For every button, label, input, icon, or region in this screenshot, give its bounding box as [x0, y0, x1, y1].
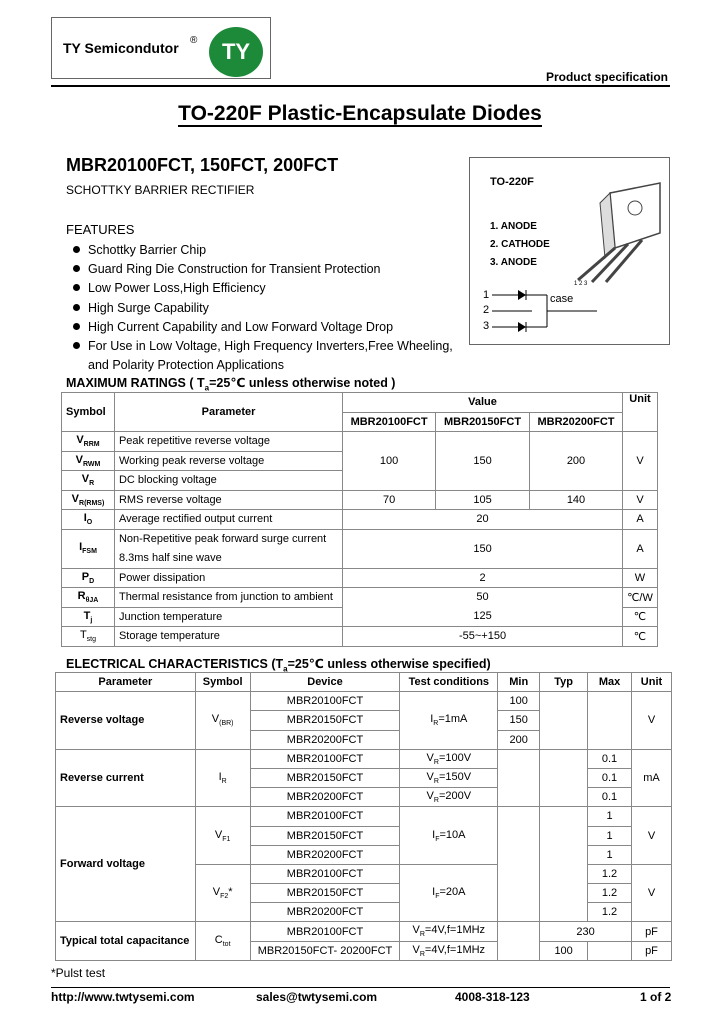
header-parameter: Parameter	[114, 393, 342, 432]
symbol-cell: $C_{tot}$	[195, 922, 250, 960]
pin-number: 1	[483, 289, 490, 301]
test-cell: $I_F=20A$	[400, 864, 498, 922]
email-link[interactable]: sales@twtysemi.com	[256, 990, 378, 1004]
header-divider	[51, 85, 670, 87]
symbol-cell: $P_D$	[62, 568, 115, 588]
pin-label: 1. ANODE	[490, 221, 537, 232]
device-cell: MBR20150FCT	[250, 768, 400, 787]
min-cell	[498, 807, 540, 922]
header-unit: Unit	[622, 393, 657, 432]
unit-cell: pF	[631, 941, 671, 960]
value-cell: 70	[343, 490, 436, 510]
device-subtitle: SCHOTTKY BARRIER RECTIFIER	[66, 183, 255, 197]
device-cell: MBR20100FCT	[250, 749, 400, 768]
max-cell: 0.1	[588, 788, 632, 807]
parameter-cell: DC blocking voltage	[114, 471, 342, 491]
max-cell: 1	[588, 845, 632, 864]
symbol-cell: $I_{FSM}$	[62, 529, 115, 568]
parameter-cell: Power dissipation	[114, 568, 342, 588]
parameter-cell: Forward voltage	[56, 807, 196, 922]
feature-item: For Use in Low Voltage, High Frequency Inverters,Free Wheeling,	[73, 339, 453, 353]
page-number: 1 of 2	[640, 990, 672, 1004]
feature-item: Guard Ring Die Construction for Transient Protection	[73, 262, 381, 276]
test-cell: $I_F=10A$	[400, 807, 498, 865]
schematic-diagram	[492, 286, 602, 334]
pin-tags: 1 2 3	[574, 281, 588, 287]
parameter-cell: Junction temperature	[114, 607, 342, 627]
device-cell: MBR20200FCT	[250, 903, 400, 922]
max-cell: 0.1	[588, 749, 632, 768]
value-cell: 20	[343, 510, 623, 530]
max-cell	[588, 692, 632, 750]
typ-cell	[540, 692, 588, 750]
max-cell: 1.2	[588, 864, 632, 883]
company-name: TY Semicondutor	[63, 40, 179, 56]
typ-cell	[540, 749, 588, 807]
min-cell: 100	[498, 692, 540, 711]
parameter-cell: Average rectified output current	[114, 510, 342, 530]
typ-cell	[540, 807, 588, 922]
device-cell: MBR20150FCT	[250, 884, 400, 903]
feature-item: Schottky Barrier Chip	[73, 243, 206, 257]
device-cell: MBR20100FCT	[250, 864, 400, 883]
parameter-cell: RMS reverse voltage	[114, 490, 342, 510]
header-symbol: Symbol	[62, 393, 115, 432]
electrical-characteristics-title: ELECTRICAL CHARACTERISTICS ($T_a=25℃$ unless otherwise specified)	[66, 657, 491, 674]
parameter-cell: Reverse current	[56, 749, 196, 807]
device-cell: MBR20200FCT	[250, 845, 400, 864]
parameter-cell: Non-Repetitive peak forward surge current 8.3ms half sine wave	[114, 529, 342, 568]
header-max: Max	[588, 673, 632, 692]
device-cell: MBR20100FCT	[250, 922, 400, 941]
parameter-cell: Reverse voltage	[56, 692, 196, 750]
unit-cell: mA	[631, 749, 671, 807]
test-cell: $V_R=200V$	[400, 788, 498, 807]
value-cell: 140	[530, 490, 623, 510]
unit-cell: A	[622, 510, 657, 530]
electrical-characteristics-table	[55, 672, 672, 961]
symbol-cell: $V_{RWM}$	[62, 451, 115, 471]
unit-cell: V	[622, 490, 657, 510]
feature-item-continued: and Polarity Protection Applications	[88, 358, 284, 372]
features-heading: FEATURES	[66, 222, 135, 237]
value-cell: 100	[343, 432, 436, 491]
unit-cell: V	[622, 432, 657, 491]
parameter-cell: Thermal resistance from junction to ambient	[114, 588, 342, 608]
symbol-cell: $V_{R(RMS)}$	[62, 490, 115, 510]
max-cell: 1	[588, 826, 632, 845]
symbol-cell: $V_R$	[62, 471, 115, 491]
pin-label: 2. CATHODE	[490, 239, 550, 250]
max-ratings-title: MAXIMUM RATINGS ( $T_a=25℃$ unless otherwise noted )	[66, 376, 396, 393]
unit-cell: V	[631, 864, 671, 922]
company-logo: TY	[209, 27, 263, 77]
max-ratings-table	[61, 392, 658, 647]
feature-item: Low Power Loss,High Efficiency	[73, 281, 266, 295]
symbol-cell: $T_j$	[62, 607, 115, 627]
unit-cell: ℃/W	[622, 588, 657, 608]
max-cell	[588, 941, 632, 960]
test-cell: $V_R=4V,f=1MHz$	[400, 941, 498, 960]
package-box	[469, 157, 670, 345]
header-typ: Typ	[540, 673, 588, 692]
footnote: *Pulst test	[51, 966, 106, 980]
value-cell: 50 125	[343, 588, 623, 627]
header-parameter: Parameter	[56, 673, 196, 692]
min-cell	[498, 749, 540, 807]
device-cell: MBR20100FCT	[250, 692, 400, 711]
parameter-cell: Typical total capacitance	[56, 922, 196, 960]
max-cell: 1	[588, 807, 632, 826]
document-title: TO-220F Plastic-Encapsulate Diodes	[178, 102, 542, 125]
max-cell: 0.1	[588, 768, 632, 787]
symbol-cell: $T_{stg}$	[62, 627, 115, 647]
symbol-cell: $V_{F2}*$	[195, 864, 250, 922]
value-cell: 150	[436, 432, 530, 491]
test-cell: $V_R=100V$	[400, 749, 498, 768]
footer-divider	[51, 987, 670, 988]
pin-label: 3. ANODE	[490, 257, 537, 268]
value-cell: -55~+150	[343, 627, 623, 647]
device-cell: MBR20200FCT	[250, 788, 400, 807]
header-test-conditions: Test conditions	[400, 673, 498, 692]
header-symbol: Symbol	[195, 673, 250, 692]
symbol-cell: $V_{(BR)}$	[195, 692, 250, 750]
typ-cell: 230	[540, 922, 632, 941]
device-cell: MBR20200FCT	[250, 730, 400, 749]
phone-number: 4008-318-123	[455, 990, 530, 1004]
max-cell: 1.2	[588, 884, 632, 903]
unit-cell: V	[631, 807, 671, 865]
symbol-cell: $I_O$	[62, 510, 115, 530]
header-unit: Unit	[631, 673, 671, 692]
min-cell	[498, 922, 540, 960]
header-min: Min	[498, 673, 540, 692]
header-device: Device	[250, 673, 400, 692]
test-cell: $V_R=150V$	[400, 768, 498, 787]
unit-cell: ℃	[622, 627, 657, 647]
header-value: Value	[343, 393, 623, 413]
product-specification-label: Product specification	[545, 70, 668, 84]
header-device: MBR20200FCT	[530, 412, 623, 432]
case-label: case	[550, 293, 574, 305]
pin-number: 2	[483, 304, 490, 316]
unit-cell: W	[622, 568, 657, 588]
value-cell: 200	[530, 432, 623, 491]
unit-cell: ℃	[622, 607, 657, 627]
value-cell: 2	[343, 568, 623, 588]
symbol-cell: $V_{RRM}$	[62, 432, 115, 452]
part-numbers: MBR20100FCT, 150FCT, 200FCT	[66, 155, 339, 175]
test-cell: $V_R=4V,f=1MHz$	[400, 922, 498, 941]
parameter-cell: Working peak reverse voltage	[114, 451, 342, 471]
registered-mark: ®	[190, 35, 198, 46]
device-cell: MBR20150FCT	[250, 826, 400, 845]
feature-item: High Current Capability and Low Forward Voltage Drop	[73, 320, 393, 334]
min-cell: 200	[498, 730, 540, 749]
unit-cell: A	[622, 529, 657, 568]
unit-cell: pF	[631, 922, 671, 941]
symbol-cell: $V_{F1}$	[195, 807, 250, 865]
package-name: TO-220F	[490, 176, 534, 188]
min-cell: 150	[498, 711, 540, 730]
package-drawing	[570, 178, 665, 288]
feature-item: High Surge Capability	[73, 301, 209, 315]
unit-cell: V	[631, 692, 671, 750]
device-cell: MBR20150FCT	[250, 711, 400, 730]
symbol-cell: $I_R$	[195, 749, 250, 807]
value-cell: 105	[436, 490, 530, 510]
value-cell: 150	[343, 529, 623, 568]
header-device: MBR20150FCT	[436, 412, 530, 432]
typ-cell: 100	[540, 941, 588, 960]
device-cell: MBR20150FCT- 20200FCT	[250, 941, 400, 960]
header-device: MBR20100FCT	[343, 412, 436, 432]
parameter-cell: Storage temperature	[114, 627, 342, 647]
device-cell: MBR20100FCT	[250, 807, 400, 826]
test-cell: $I_R=1mA$	[400, 692, 498, 750]
symbol-cell: $R_{\theta JA}$	[62, 588, 115, 608]
max-cell: 1.2	[588, 903, 632, 922]
website-link[interactable]: http://www.twtysemi.com	[51, 990, 195, 1004]
pin-number: 3	[483, 320, 490, 332]
parameter-cell: Peak repetitive reverse voltage	[114, 432, 342, 452]
